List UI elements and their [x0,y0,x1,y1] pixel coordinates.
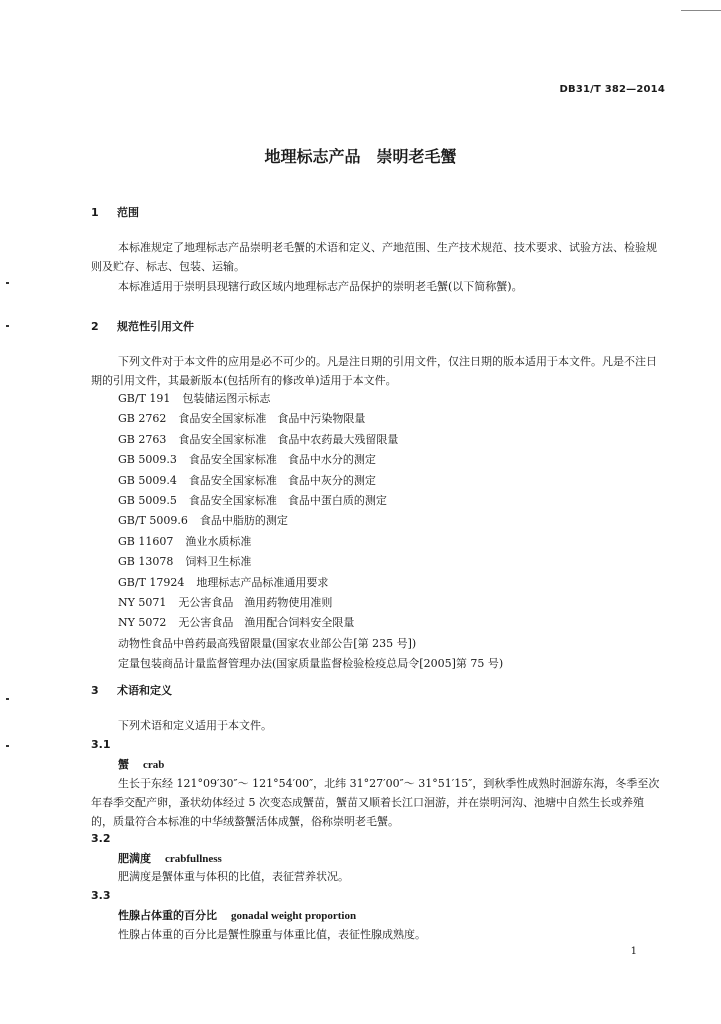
term-number: 3.3 [91,889,111,902]
term-definition: 生长于东经 121°09′30″～ 121°54′00″，北纬 31°27′00″～ 31°51′15″，到秋季性成熟时洄游东海，冬季至次年春季交配产卵，蚤状幼体经过 5 次变态成蟹苗，蟹苗又顺着长江口洄游，并在崇明河沟、池塘中自然生长或养殖的，质量符合本标准的中华绒螯蟹活体成蟹，俗称崇明老毛蟹。 [91,777,660,828]
term-number: 3.1 [91,738,111,751]
section-number: 3 [91,684,99,697]
section-number: 2 [91,320,99,333]
section-number: 1 [91,206,99,219]
reference-list [118,389,503,674]
reference-item: GB 5009.3 食品安全国家标准 食品中水分的测定 [118,453,376,467]
scan-mark [6,698,9,700]
scope-paragraph-1: 本标准规定了地理标志产品崇明老毛蟹的术语和定义、产地范围、生产技术规范、技术要求、试验方法、检验规则及贮存、标志、包装、运输。 [91,241,657,273]
reference-item: 动物性食品中兽药最高残留限量(国家农业部公告[第 235 号]) [118,636,417,650]
term-definition: 肥满度是蟹体重与体积的比值，表征营养状况。 [118,870,349,883]
page-number: 1 [630,946,637,957]
reference-item: NY 5071 无公害食品 渔用药物使用准则 [118,595,333,609]
scan-mark [6,325,9,327]
reference-item: GB 5009.5 食品安全国家标准 食品中蛋白质的测定 [118,493,387,507]
scope-paragraph-2: 本标准适用于崇明县现辖行政区域内地理标志产品保护的崇明老毛蟹(以下简称蟹)。 [118,280,523,293]
terms-intro: 下列术语和定义适用于本文件。 [118,719,272,732]
section-heading-terms [91,682,172,698]
term-name: 肥满度 crabfullness [118,852,222,865]
term-number: 3.2 [91,832,111,845]
reference-item: GB 2763 食品安全国家标准 食品中农药最大残留限量 [118,432,399,446]
section-title: 术语和定义 [117,684,172,697]
reference-item: 定量包装商品计量监督管理办法(国家质量监督检验检疫总局令[2005]第 75 号) [118,657,504,671]
reference-item: NY 5072 无公害食品 渔用配合饲料安全限量 [118,616,355,630]
reference-item: GB/T 5009.6 食品中脂肪的测定 [118,514,288,528]
scan-edge [681,0,721,11]
section-title: 范围 [117,206,139,219]
reference-item: GB 13078 饲料卫生标准 [118,555,252,569]
normative-intro: 下列文件对于本文件的应用是必不可少的。凡是注日期的引用文件，仅注日期的版本适用于本文件。凡是不注日期的引用文件，其最新版本(包括所有的修改单)适用于本文件。 [91,355,657,387]
term-name: 蟹 crab [118,758,165,771]
reference-item: GB 5009.4 食品安全国家标准 食品中灰分的测定 [118,473,376,487]
document-title: 地理标志产品 崇明老毛蟹 [264,147,457,166]
reference-item: GB 2762 食品安全国家标准 食品中污染物限量 [118,412,366,426]
section-heading-scope [91,204,139,220]
scan-mark [6,282,9,284]
reference-item: GB/T 191 包装储运图示标志 [118,392,271,405]
reference-item: GB/T 17924 地理标志产品标准通用要求 [118,575,329,589]
term-name: 性腺占体重的百分比 gonadal weight proportion [118,909,357,922]
scan-mark [6,745,9,747]
document-code: DB31/T 382—2014 [559,84,665,95]
term-definition: 性腺占体重的百分比是蟹性腺重与体重比值，表征性腺成熟度。 [118,928,426,941]
reference-item: GB 11607 渔业水质标准 [118,534,252,548]
section-title: 规范性引用文件 [117,320,194,333]
section-heading-normative [91,318,194,334]
